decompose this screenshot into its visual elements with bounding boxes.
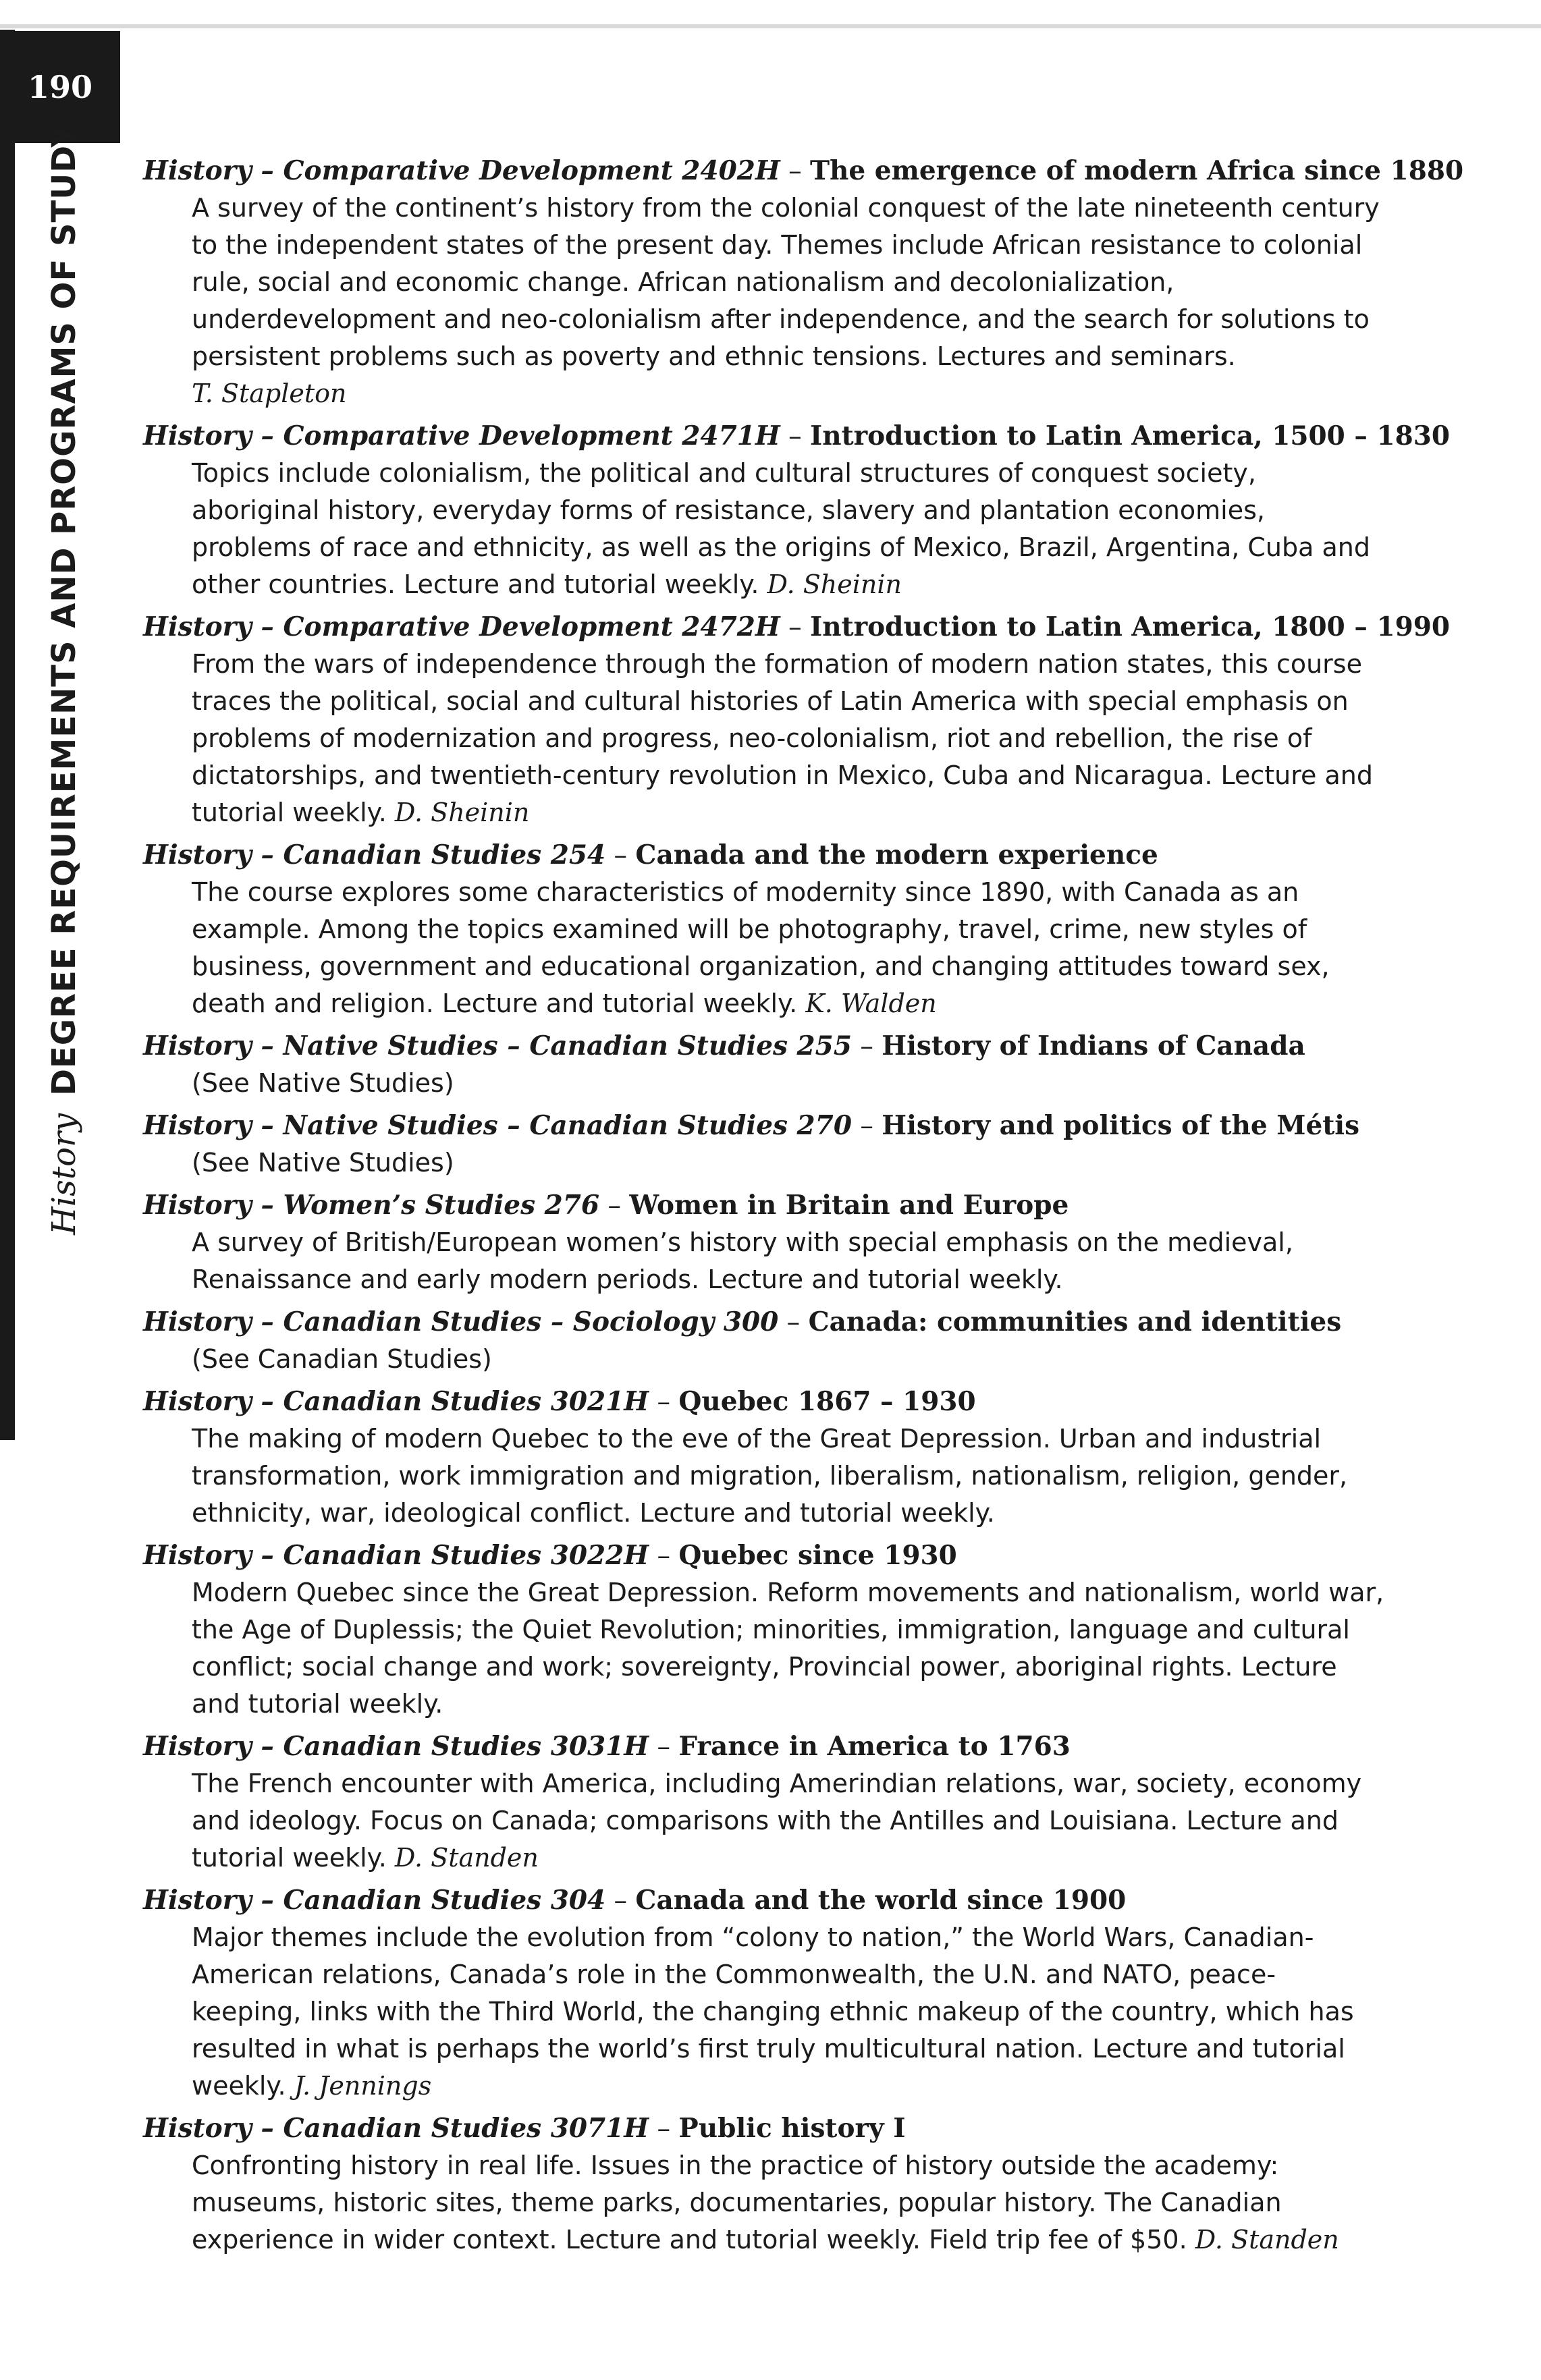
course-entry — [143, 1728, 1385, 1877]
course-title: Women in Britain and Europe — [629, 1190, 1069, 1221]
course-entry — [143, 1882, 1385, 2105]
course-description — [192, 646, 1385, 831]
course-entry — [143, 1537, 1385, 1723]
heading-separator: – — [605, 1885, 636, 1916]
course-description — [192, 455, 1385, 603]
heading-separator: – — [649, 2113, 679, 2144]
course-heading — [143, 1028, 1385, 1065]
course-instructor: D. Standen — [1195, 2225, 1339, 2254]
heading-separator: – — [778, 1307, 809, 1337]
course-title: Quebec 1867 – 1930 — [678, 1386, 976, 1417]
course-heading — [143, 1187, 1385, 1224]
section-side-bar — [0, 30, 15, 1440]
course-code: History – Comparative Development 2471H — [143, 420, 780, 451]
heading-separator: – — [605, 840, 636, 870]
course-code: History – Canadian Studies 3071H — [143, 2113, 649, 2144]
course-instructor: T. Stapleton — [192, 379, 347, 408]
course-title: Introduction to Latin America, 1800 – 1990 — [810, 611, 1450, 642]
course-heading — [143, 837, 1385, 874]
course-title: History of Indians of Canada — [882, 1030, 1305, 1061]
course-title: Quebec since 1930 — [678, 1540, 957, 1571]
course-description — [192, 1919, 1385, 2105]
course-code: History – Canadian Studies 3022H — [143, 1540, 649, 1571]
course-heading — [143, 1383, 1385, 1420]
course-description: A survey of the continent’s history from the colonial conquest of the late nineteenth century to the independent states of the present day. Themes include African resistance to colonial rule, social and economic change. African nationalism and decolonialization, underdevelopment and neo-colonialism after independence, and the search for solutions to persistent problems such as poverty and ethnic tensions. Lectures and seminars. — [192, 193, 1380, 371]
running-head — [37, 123, 91, 1235]
course-instructor: D. Sheinin — [767, 570, 902, 599]
course-entry — [143, 418, 1450, 603]
course-description: Modern Quebec since the Great Depression. Reform movements and nationalism, world war, the Age of Duplessis; the Quiet Revolution; minorities, immigration, language and cultural conflict; social change and work; sovereignty, Provincial power, aboriginal rights. Lecture and tutorial weekly. — [192, 1578, 1384, 1719]
course-code: History – Comparative Development 2472H — [143, 611, 780, 642]
course-code: History – Canadian Studies – Sociology 300 — [143, 1306, 779, 1337]
course-entry — [143, 837, 1385, 1022]
running-head-title: DEGREE REQUIREMENTS AND PROGRAMS OF STUDY — [45, 123, 83, 1096]
course-entry — [143, 153, 1464, 412]
course-description: (See Canadian Studies) — [192, 1344, 492, 1374]
course-description: (See Native Studies) — [192, 1068, 454, 1098]
heading-separator: – — [780, 421, 810, 451]
course-description — [192, 1765, 1385, 1877]
page-number: 190 — [0, 31, 120, 143]
course-title: Canada and the modern experience — [635, 839, 1158, 870]
course-heading — [143, 609, 1450, 646]
course-description: The making of modern Quebec to the eve of the Great Depression. Urban and industrial transformation, work immigration and migration, liberalism, nationalism, religion, gender, ethnicity, war, ideological conflict. Lecture and tutorial weekly. — [192, 1424, 1348, 1528]
course-entry — [143, 1187, 1385, 1298]
course-description-text: Topics include colonialism, the political and cultural structures of conquest society, aboriginal history, everyday forms of resistance, slavery and plantation economies, problems of race and ethnicity, as well as the origins of Mexico, Brazil, Argentina, Cuba and other countries. Lecture and tutorial weekly. — [192, 458, 1370, 599]
course-code: History – Canadian Studies 3031H — [143, 1731, 649, 1762]
course-code: History – Canadian Studies 254 — [143, 839, 606, 870]
heading-separator: – — [649, 1387, 679, 1417]
heading-separator: – — [851, 1031, 882, 1061]
course-title: History and politics of the Métis — [882, 1110, 1360, 1141]
course-title: Introduction to Latin America, 1500 – 1830 — [810, 420, 1450, 451]
course-title: Canada: communities and identities — [808, 1306, 1342, 1337]
course-title: Canada and the world since 1900 — [635, 1885, 1127, 1916]
course-title: France in America to 1763 — [678, 1731, 1071, 1762]
course-heading — [143, 1304, 1385, 1341]
course-code: History – Canadian Studies 3021H — [143, 1386, 649, 1417]
course-title: Public history I — [678, 2113, 906, 2144]
course-title: The emergence of modern Africa since 1880 — [810, 155, 1464, 186]
course-description-text: Major themes include the evolution from “colony to nation,” the World Wars, Canadian-American relations, Canada’s role in the Commonwealth, the U.N. and NATO, peace-keeping, links with the Third World, the changing ethnic makeup of the country, which has resulted in what is perhaps the world’s first truly multicultural nation. Lecture and tutorial weekly. — [192, 1922, 1354, 2101]
course-list — [143, 153, 1464, 2264]
course-code: History – Canadian Studies 304 — [143, 1885, 606, 1916]
heading-separator: – — [780, 612, 810, 642]
heading-separator: – — [599, 1190, 630, 1221]
course-description — [192, 874, 1385, 1022]
course-instructor: D. Standen — [394, 1843, 539, 1873]
course-description-text: Confronting history in real life. Issues in the practice of history outside the academy: museums, historic sites, theme parks, documentaries, popular history. The Canadian experience in wider context. Lecture and tutorial weekly. Field trip fee of $50. — [192, 2151, 1282, 2254]
course-description: (See Native Studies) — [192, 1148, 454, 1178]
course-entry — [143, 1107, 1385, 1182]
running-head-section: History — [45, 1113, 83, 1235]
course-code: History – Native Studies – Canadian Studies 270 — [143, 1110, 852, 1141]
course-entry — [143, 2110, 1385, 2259]
course-heading — [143, 1728, 1385, 1765]
heading-separator: – — [649, 1541, 679, 1571]
course-heading — [143, 2110, 1385, 2147]
course-instructor: D. Sheinin — [394, 798, 530, 827]
heading-separator: – — [780, 156, 810, 186]
course-description: A survey of British/European women’s history with special emphasis on the medieval, Renaissance and early modern periods. Lecture and tutorial weekly. — [192, 1227, 1293, 1294]
course-description — [192, 2147, 1385, 2259]
heading-separator: – — [851, 1111, 882, 1141]
course-heading — [143, 1107, 1385, 1144]
course-description-text: The course explores some characteristics of modernity since 1890, with Canada as an example. Among the topics examined will be photography, travel, crime, new styles of business, government and educational organization, and changing attitudes toward sex, death and religion. Lecture and tutorial weekly. — [192, 877, 1330, 1018]
top-rule — [0, 24, 1541, 28]
course-code: History – Native Studies – Canadian Studies 255 — [143, 1030, 852, 1061]
course-heading — [143, 1882, 1385, 1919]
course-description-text: The French encounter with America, including Amerindian relations, war, society, economy and ideology. Focus on Canada; comparisons with the Antilles and Louisiana. Lecture and tutorial weekly. — [192, 1769, 1362, 1873]
course-entry — [143, 1304, 1385, 1378]
course-entry — [143, 1028, 1385, 1102]
course-entry — [143, 1383, 1385, 1532]
course-code: History – Women’s Studies 276 — [143, 1190, 600, 1221]
course-heading — [143, 153, 1464, 190]
course-code: History – Comparative Development 2402H — [143, 155, 780, 186]
course-entry — [143, 609, 1450, 831]
course-heading — [143, 418, 1450, 455]
course-heading — [143, 1537, 1385, 1574]
course-description-text: From the wars of independence through the formation of modern nation states, this course traces the political, social and cultural histories of Latin America with special emphasis on problems of modernization and progress, neo-colonialism, riot and rebellion, the rise of dictatorships, and twentieth-century revolution in Mexico, Cuba and Nicaragua. Lecture and tutorial weekly. — [192, 649, 1373, 827]
heading-separator: – — [649, 1732, 679, 1762]
course-instructor: K. Walden — [805, 989, 937, 1018]
course-instructor: J. Jennings — [294, 2071, 432, 2101]
